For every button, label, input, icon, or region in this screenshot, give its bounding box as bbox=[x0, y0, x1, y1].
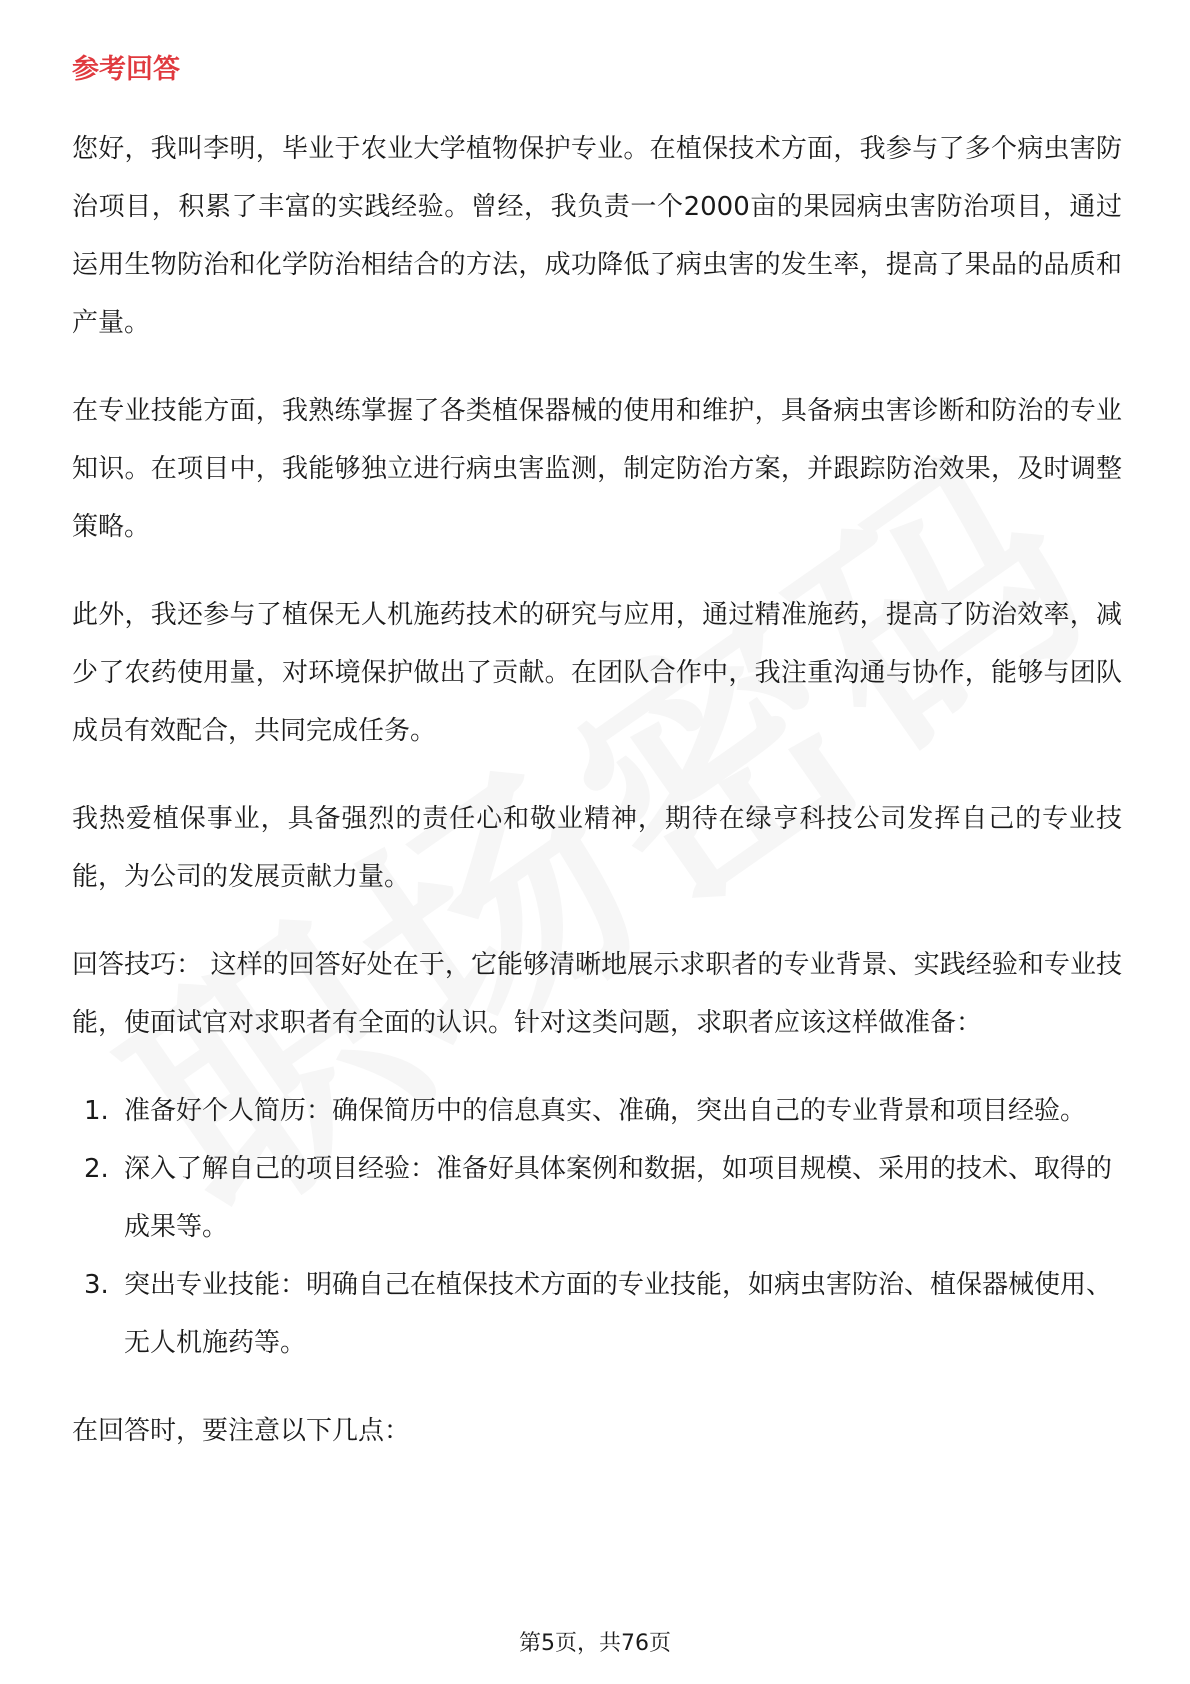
list-item-number: 2. bbox=[84, 1154, 109, 1184]
page-number: 第5页，共76页 bbox=[519, 1631, 671, 1656]
closing-paragraph: 在回答时，要注意以下几点： bbox=[72, 1416, 411, 1446]
list-item bbox=[72, 1140, 1122, 1256]
answer-paragraph-1: 您好，我叫李明，毕业于农业大学植物保护专业。在植保技术方面，我参与了多个病虫害防治项目，积累了丰富的实践经验。曾经，我负责一个2000亩的果园病虫害防治项目，通过运用生物防治和化学防治相结合的方法，成功降低了病虫害的发生率，提高了果品的品质和产量。 bbox=[72, 134, 1122, 338]
page-content bbox=[72, 50, 1122, 1490]
list-item-text: 深入了解自己的项目经验：准备好具体案例和数据，如项目规模、采用的技术、取得的成果等。 bbox=[124, 1154, 1113, 1242]
list-item-number: 1. bbox=[84, 1096, 109, 1126]
preparation-list bbox=[72, 1082, 1122, 1372]
answer-paragraph-2: 在专业技能方面，我熟练掌握了各类植保器械的使用和维护，具备病虫害诊断和防治的专业知识。在项目中，我能够独立进行病虫害监测，制定防治方案，并跟踪防治效果，及时调整策略。 bbox=[72, 396, 1122, 542]
list-item bbox=[72, 1082, 1122, 1140]
answer-paragraph-4: 我热爱植保事业，具备强烈的责任心和敬业精神，期待在绿亨科技公司发挥自己的专业技能，为公司的发展贡献力量。 bbox=[72, 804, 1122, 892]
section-heading: 参考回答 bbox=[72, 54, 180, 85]
answer-paragraph-3: 此外，我还参与了植保无人机施药技术的研究与应用，通过精准施药，提高了防治效率，减少了农药使用量，对环境保护做出了贡献。在团队合作中，我注重沟通与协作，能够与团队成员有效配合，共同完成任务。 bbox=[72, 600, 1122, 746]
list-item-number: 3. bbox=[84, 1270, 109, 1300]
tips-paragraph: 回答技巧： 这样的回答好处在于，它能够清晰地展示求职者的专业背景、实践经验和专业技能，使面试官对求职者有全面的认识。针对这类问题，求职者应该这样做准备： bbox=[72, 950, 1122, 1038]
list-item-text: 突出专业技能：明确自己在植保技术方面的专业技能，如病虫害防治、植保器械使用、无人机施药等。 bbox=[124, 1270, 1113, 1358]
list-item bbox=[72, 1256, 1122, 1372]
list-item-text: 准备好个人简历：确保简历中的信息真实、准确，突出自己的专业背景和项目经验。 bbox=[124, 1096, 1087, 1126]
